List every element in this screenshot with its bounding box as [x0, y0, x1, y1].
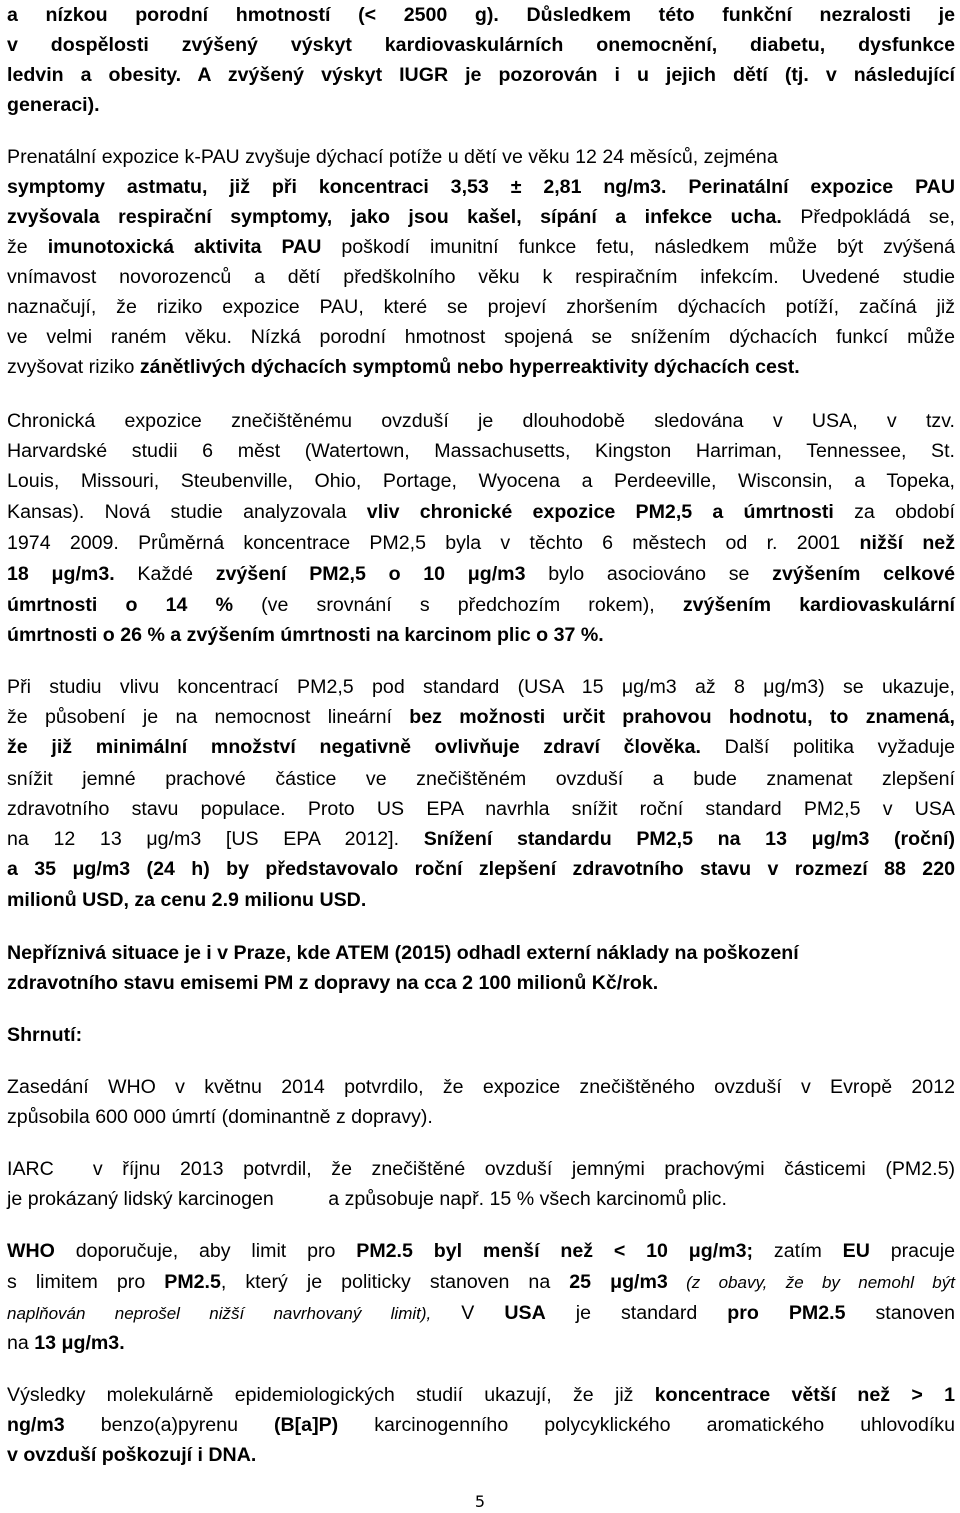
text-line	[7, 854, 955, 884]
text-run: pracuje	[869, 1240, 956, 1262]
bold-text: PM2.5 byl menší než < 10 μg/m3;	[356, 1240, 754, 1262]
text-run: Předpokládá se,	[781, 206, 955, 228]
text-run: za období	[833, 501, 955, 523]
text-line	[7, 1298, 955, 1328]
text-line	[7, 938, 955, 968]
bold-text: Shrnutí:	[7, 1024, 83, 1046]
text-line	[7, 1380, 955, 1410]
text-run: na 12 13 μg/m3 [US EPA 2012].	[7, 828, 424, 850]
bold-text: (B[a]P)	[273, 1414, 339, 1436]
text-line	[7, 322, 955, 352]
text-run: (ve srovnání s předchozím rokem),	[233, 594, 683, 616]
text-line	[7, 466, 955, 496]
text-line	[7, 1072, 955, 1102]
text-line	[7, 0, 955, 30]
page-number: 5	[474, 1492, 486, 1511]
text-line	[7, 202, 955, 232]
text-line	[7, 702, 955, 732]
text-run: doporučuje, aby limit pro	[54, 1240, 357, 1262]
text-line	[7, 90, 955, 120]
text-run: karcinogenního polycyklického aromatického uhlovodíku	[338, 1414, 955, 1436]
italic-text: naplňován neprošel nižší navrhovaný limit),	[7, 1304, 432, 1323]
text-line	[7, 732, 955, 762]
text-run: Při studiu vlivu koncentrací PM2,5 pod standard (USA 15 μg/m3 až 8 μg/m3) se ukazuje,	[7, 676, 955, 698]
bold-text: zvýšení PM2,5 o 10 μg/m3	[215, 563, 526, 585]
bold-text: PM2.5	[164, 1271, 221, 1293]
bold-text: a nízkou porodní hmotností (< 2500 g). Důsledkem této funkční nezralosti je	[7, 4, 955, 26]
text-line	[7, 497, 955, 527]
text-line	[7, 528, 955, 558]
text-run: s limitem pro	[7, 1271, 165, 1293]
bold-text: Snížení standardu PM2,5 na 13 μg/m3 (roční)	[423, 828, 955, 850]
text-run: V	[431, 1302, 505, 1324]
text-line	[7, 885, 955, 915]
text-run: zatím	[753, 1240, 843, 1262]
text-run: že	[7, 236, 48, 258]
bold-text: zvyšovala respirační symptomy, jako jsou kašel, sípání a infekce ucha.	[7, 206, 782, 228]
text-line	[7, 1328, 955, 1358]
text-line	[7, 620, 955, 650]
text-run: Kansas). Nová studie analyzovala	[7, 501, 367, 523]
bold-text: že již minimální množství negativně ovlivňuje zdraví člověka.	[7, 736, 701, 758]
text-line	[7, 262, 955, 292]
bold-text: koncentrace větší než > 1	[654, 1384, 955, 1406]
bold-text: 13 μg/m3.	[34, 1332, 125, 1354]
bold-text: zdravotního stavu emisemi PM z dopravy na cca 2 100 milionů Kč/rok.	[7, 972, 659, 994]
text-run: vnímavost novorozenců a dětí předškolního věku k respiračním infekcím. Uvedené studie	[7, 266, 955, 288]
text-line	[7, 1236, 955, 1266]
bold-text: 25 μg/m3	[569, 1271, 668, 1293]
text-run: Zasedání WHO v květnu 2014 potvrdilo, že expozice znečištěného ovzduší v Evropě 2012	[7, 1076, 955, 1098]
text-line	[7, 794, 955, 824]
bold-text: v ovzduší poškozují i DNA.	[7, 1444, 257, 1466]
text-line	[7, 1184, 955, 1214]
bold-text: v dospělosti zvýšený výskyt kardiovaskulárních onemocnění, diabetu, dysfunkce	[7, 34, 955, 56]
text-run: zvyšovat riziko	[7, 356, 140, 378]
text-run: ve velmi raném věku. Nízká porodní hmotnost spojená se snížením dýchacích funkcí může	[7, 326, 955, 348]
italic-text: (z obavy, že by nemohl být	[667, 1273, 955, 1292]
text-line	[7, 406, 955, 436]
text-run: naznačují, že riziko expozice PAU, které se projeví zhoršením dýchacích potíží, začíná již	[7, 296, 955, 318]
text-line	[7, 1267, 955, 1297]
text-line	[7, 352, 955, 382]
text-line	[7, 30, 955, 60]
bold-text: nižší než	[859, 532, 955, 554]
text-run: Louis, Missouri, Steubenville, Ohio, Portage, Wyocena a Perdeeville, Wisconsin, a Topeka,	[7, 470, 955, 492]
text-line	[7, 232, 955, 262]
bold-text: vliv chronické expozice PM2,5 a úmrtnosti	[366, 501, 834, 523]
text-run: , který je politicky stanoven na	[220, 1271, 570, 1293]
text-run: Chronická expozice znečištěnému ovzduší je dlouhodobě sledována v USA, v tzv.	[7, 410, 955, 432]
bold-text: zánětlivých dýchacích symptomů nebo hyperreaktivity dýchacích cest.	[139, 356, 800, 378]
text-run: 1974 2009. Průměrná koncentrace PM2,5 byla v těchto 6 městech od r. 2001	[7, 532, 860, 554]
text-run: Harvardské studii 6 měst (Watertown, Massachusetts, Kingston Harriman, Tennessee, St.	[7, 440, 955, 462]
text-line	[7, 142, 955, 172]
text-line	[7, 1102, 955, 1132]
text-line	[7, 1440, 955, 1470]
text-line	[7, 824, 955, 854]
bold-text: generaci).	[7, 94, 100, 116]
text-line	[7, 1154, 955, 1184]
text-line	[7, 292, 955, 322]
bold-text: bez možnosti určit prahovou hodnotu, to znamená,	[409, 706, 955, 728]
text-run: benzo(a)pyrenu	[64, 1414, 274, 1436]
text-run: Výsledky molekulárně epidemiologických studií ukazují, že již	[7, 1384, 655, 1406]
text-line	[7, 1410, 955, 1440]
bold-text: symptomy astmatu, již při koncentraci 3,53 ± 2,81 ng/m3. Perinatální expozice PAU	[7, 176, 955, 198]
bold-text: ng/m3	[7, 1414, 65, 1436]
text-run: stanoven	[845, 1302, 955, 1324]
bold-text: 18 μg/m3.	[7, 563, 115, 585]
text-line	[7, 172, 955, 202]
bold-text: EU	[842, 1240, 870, 1262]
text-line	[7, 1020, 955, 1050]
text-line	[7, 672, 955, 702]
text-line	[7, 436, 955, 466]
text-run: zdravotního stavu populace. Proto US EPA navrhla snížit roční standard PM2,5 v USA	[7, 798, 955, 820]
text-run: způsobila 600 000 úmrtí (dominantně z dopravy).	[7, 1106, 433, 1128]
bold-text: zvýšením kardiovaskulární	[682, 594, 955, 616]
bold-text: imunotoxická aktivita PAU	[47, 236, 322, 258]
text-run: je standard	[545, 1302, 728, 1324]
text-run: Další politika vyžaduje	[700, 736, 955, 758]
text-run: poškodí imunitní funkce fetu, následkem může být zvýšená	[321, 236, 956, 258]
text-run: bylo asociováno se	[525, 563, 773, 585]
bold-text: ledvin a obesity. A zvýšený výskyt IUGR je pozorován i u jejich dětí (tj. v následující	[7, 64, 955, 86]
bold-text: USA	[504, 1302, 546, 1324]
text-line	[7, 590, 955, 620]
bold-text: a 35 μg/m3 (24 h) by představovalo roční zlepšení zdravotního stavu v rozmezí 88 220	[7, 858, 955, 880]
bold-text: WHO	[7, 1240, 55, 1262]
bold-text: úmrtnosti o 26 % a zvýšením úmrtnosti na karcinom plic o 37 %.	[7, 624, 604, 646]
bold-text: milionů USD, za cenu 2.9 milionu USD.	[7, 889, 367, 911]
text-run: Každé	[114, 563, 216, 585]
text-run: snížit jemné prachové částice ve znečištěném ovzduší a bude znamenat zlepšení	[7, 768, 955, 790]
text-run: na	[7, 1332, 35, 1354]
text-line	[7, 968, 955, 998]
bold-text: Nepříznivá situace je i v Praze, kde ATEM (2015) odhadl externí náklady na poškození	[7, 942, 799, 964]
text-run: Prenatální expozice k-PAU zvyšuje dýchací potíže u dětí ve věku 12 24 měsíců, zejména	[7, 146, 778, 168]
text-run: že působení je na nemocnost lineární	[7, 706, 410, 728]
text-run: IARC v říjnu 2013 potvrdil, že znečištěné ovzduší jemnými prachovými částicemi (PM2.5)	[7, 1158, 955, 1180]
text-line	[7, 559, 955, 589]
bold-text: úmrtnosti o 14 %	[7, 594, 233, 616]
text-line	[7, 60, 955, 90]
bold-text: zvýšením celkové	[772, 563, 956, 585]
bold-text: pro PM2.5	[727, 1302, 846, 1324]
text-line	[7, 764, 955, 794]
text-run: je prokázaný lidský karcinogen a způsobuje např. 15 % všech karcinomů plic.	[7, 1188, 727, 1210]
